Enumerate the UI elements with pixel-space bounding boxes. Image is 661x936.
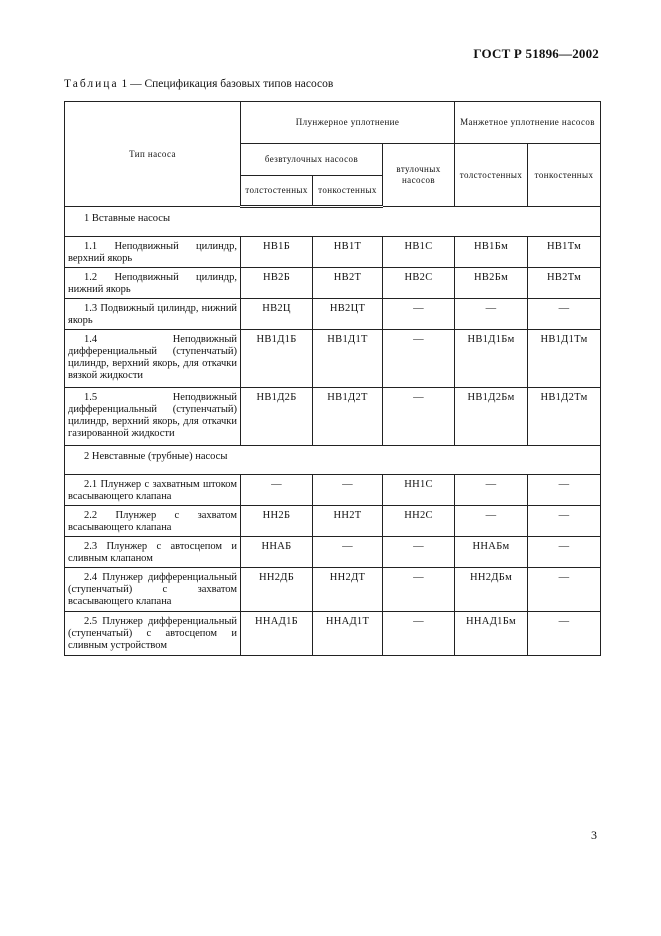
table-row: [65, 237, 601, 268]
pump-code-cell: НВ1Д1Т: [313, 330, 383, 388]
pump-code-cell: НВ1С: [383, 237, 455, 268]
pump-type-name-text: 1.2 Неподвижный цилиндр, нижний якорь: [68, 272, 237, 295]
pump-type-name: [65, 568, 241, 612]
section-title: 1 Вставные насосы: [65, 207, 601, 237]
pump-code-cell: —: [383, 330, 455, 388]
table-row: [65, 537, 601, 568]
pump-code-cell: НВ2Т: [313, 268, 383, 299]
pump-type-name-text: 2.2 Плунжер с захватом всасывающего клапана: [68, 510, 237, 533]
pump-type-name-text: 2.3 Плунжер с автосцепом и сливным клапаном: [68, 541, 237, 564]
pump-code-cell: НН2Т: [313, 506, 383, 537]
pump-code-cell: —: [455, 506, 528, 537]
table-row: [65, 299, 601, 330]
pump-code-cell: НН1С: [383, 475, 455, 506]
pump-code-cell: —: [383, 612, 455, 656]
pump-code-cell: —: [313, 537, 383, 568]
header-thin-walled: тонкостенных: [313, 176, 383, 207]
pump-code-cell: НН2С: [383, 506, 455, 537]
pump-type-name-text: 1.1 Неподвижный цилиндр, верхний якорь: [68, 241, 237, 264]
pump-code-cell: НВ1Д2Б: [241, 388, 313, 446]
pump-code-cell: НВ1Д1Б: [241, 330, 313, 388]
pump-code-cell: —: [528, 612, 601, 656]
pump-type-name-text: 1.4 Неподвижный дифференциальный (ступенчатый) цилиндр, верхний якорь, для откачки вязкой жидкости: [68, 334, 237, 381]
pump-code-cell: —: [383, 299, 455, 330]
header-thick-walled-cuff: толстостенных: [455, 144, 528, 207]
pump-code-cell: НН2ДБм: [455, 568, 528, 612]
table-row: [65, 475, 601, 506]
pump-code-cell: ННАД1Бм: [455, 612, 528, 656]
pump-type-name: [65, 537, 241, 568]
pump-code-cell: —: [528, 299, 601, 330]
pump-code-cell: НВ1Д1Тм: [528, 330, 601, 388]
section-row: [65, 207, 601, 237]
pump-type-name: [65, 268, 241, 299]
pump-code-cell: НВ1Б: [241, 237, 313, 268]
pump-code-cell: —: [313, 475, 383, 506]
pump-code-cell: НВ1Д1Бм: [455, 330, 528, 388]
table-row: [65, 268, 601, 299]
table-row: [65, 506, 601, 537]
section-title: 2 Невставные (трубные) насосы: [65, 446, 601, 475]
pump-code-cell: ННАБ: [241, 537, 313, 568]
pump-code-cell: НВ1Бм: [455, 237, 528, 268]
pump-code-cell: НВ2Ц: [241, 299, 313, 330]
pump-type-name: [65, 330, 241, 388]
header-thick-walled: толстостенных: [241, 176, 313, 207]
page-number: 3: [591, 828, 597, 842]
table-caption-prefix: Таблица: [64, 78, 119, 90]
pump-code-cell: НН2ДБ: [241, 568, 313, 612]
pump-code-cell: НВ2С: [383, 268, 455, 299]
pump-code-cell: ННАД1Б: [241, 612, 313, 656]
pump-code-cell: —: [455, 299, 528, 330]
pump-type-name-text: 2.5 Плунжер дифференциальный (ступенчатый) с автосцепом и сливным устройством: [68, 616, 237, 651]
table-caption: [64, 78, 333, 90]
pump-code-cell: —: [383, 537, 455, 568]
pump-code-cell: НВ1Д2Бм: [455, 388, 528, 446]
header-thin-walled-cuff: тонкостенных: [528, 144, 601, 207]
pump-code-cell: НВ1Т: [313, 237, 383, 268]
pump-type-name: [65, 506, 241, 537]
pump-type-name-text: 2.1 Плунжер с захватным штоком всасывающего клапана: [68, 479, 237, 502]
pump-code-cell: НВ2Б: [241, 268, 313, 299]
pump-type-name-text: 1.5 Неподвижный дифференциальный (ступенчатый) цилиндр, верхний якорь, для откачки газированной жидкости: [68, 392, 237, 439]
pump-code-cell: ННАД1Т: [313, 612, 383, 656]
pump-code-cell: НВ1Тм: [528, 237, 601, 268]
section-row: [65, 446, 601, 475]
pump-code-cell: —: [528, 506, 601, 537]
header-pump-type: Тип насоса: [65, 102, 241, 207]
pump-code-cell: НВ1Д2Т: [313, 388, 383, 446]
pump-type-name: [65, 299, 241, 330]
pump-spec-table: [64, 101, 601, 656]
pump-code-cell: НН2ДТ: [313, 568, 383, 612]
pump-type-name-text: 1.3 Подвижный цилиндр, нижний якорь: [68, 303, 237, 326]
table-row: [65, 612, 601, 656]
pump-type-name: [65, 388, 241, 446]
pump-code-cell: НВ2Тм: [528, 268, 601, 299]
document-standard-id: ГОСТ Р 51896—2002: [473, 46, 599, 61]
table-row: [65, 388, 601, 446]
pump-type-name-text: 2.4 Плунжер дифференциальный (ступенчатый) с захватом всасывающего клапана: [68, 572, 237, 607]
table-caption-text: 1 — Спецификация базовых типов насосов: [118, 78, 334, 90]
pump-code-cell: —: [383, 568, 455, 612]
pump-code-cell: —: [241, 475, 313, 506]
pump-code-cell: ННАБм: [455, 537, 528, 568]
pump-code-cell: НН2Б: [241, 506, 313, 537]
pump-code-cell: —: [528, 475, 601, 506]
header-plunger-seal: Плунжерное уплотнение: [241, 102, 455, 144]
pump-type-name: [65, 237, 241, 268]
pump-type-name: [65, 475, 241, 506]
pump-code-cell: —: [528, 537, 601, 568]
table-row: [65, 568, 601, 612]
table-row: [65, 330, 601, 388]
pump-type-name: [65, 612, 241, 656]
pump-code-cell: —: [383, 388, 455, 446]
header-sleeve: втулочных насосов: [383, 144, 455, 207]
pump-code-cell: НВ2ЦТ: [313, 299, 383, 330]
pump-code-cell: НВ2Бм: [455, 268, 528, 299]
pump-code-cell: —: [455, 475, 528, 506]
pump-code-cell: НВ1Д2Тм: [528, 388, 601, 446]
header-sleeveless: безвтулочных насосов: [241, 144, 383, 176]
pump-code-cell: —: [528, 568, 601, 612]
header-cuff-seal: Манжетное уплотнение насосов: [455, 102, 601, 144]
